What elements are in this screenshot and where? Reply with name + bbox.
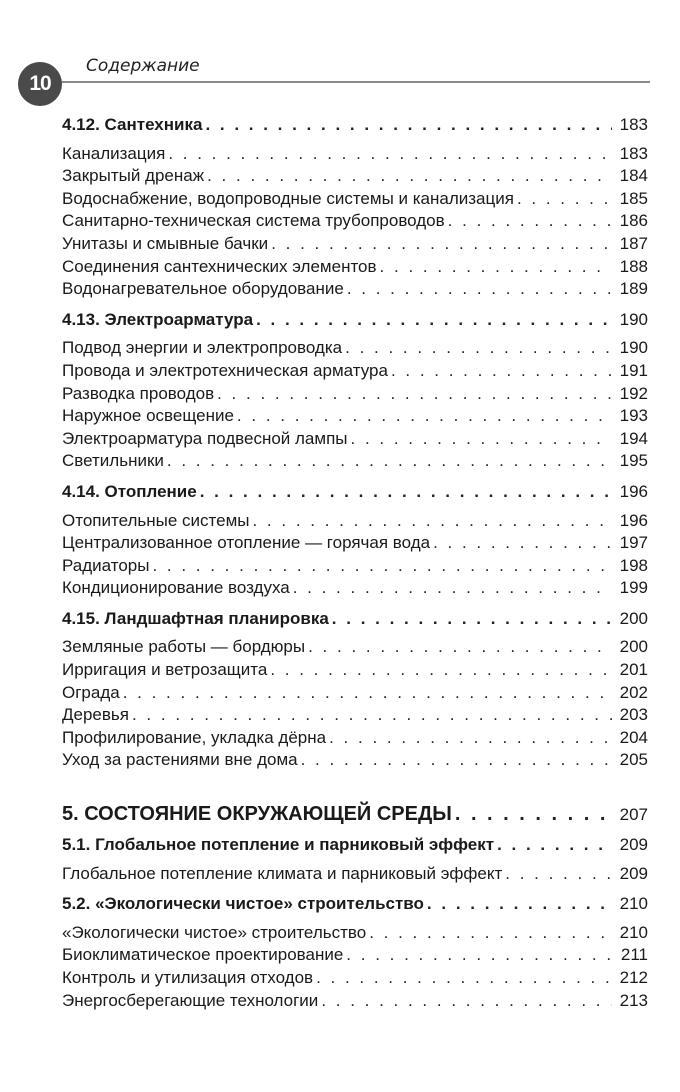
toc-page-number: 210	[619, 894, 648, 914]
header-rule	[62, 81, 650, 83]
dot-leader	[308, 637, 612, 657]
toc-item[interactable]	[62, 234, 648, 257]
dot-leader	[448, 211, 612, 231]
toc-item[interactable]	[62, 945, 648, 968]
dot-leader	[369, 923, 612, 943]
toc-item[interactable]	[62, 338, 648, 361]
dot-leader	[433, 533, 612, 553]
toc-chapter-title: 5. СОСТОЯНИЕ ОКРУЖАЮЩЕЙ СРЕДЫ	[62, 803, 452, 826]
dot-leader	[351, 429, 613, 449]
toc-group-4-15	[62, 609, 648, 773]
toc-section-title: 4.14. Отопление	[62, 481, 197, 501]
dot-leader	[252, 511, 612, 531]
toc-item[interactable]	[62, 429, 648, 452]
toc-page-number: 196	[619, 510, 648, 530]
toc-item-title: Уход за растениями вне дома	[62, 750, 298, 770]
toc-page-number: 212	[619, 968, 648, 987]
toc-section-title: 5.2. «Экологически чистое» строительство	[62, 894, 424, 914]
toc-page-number: 199	[619, 578, 648, 598]
toc-item-title: Закрытый дренаж	[62, 166, 205, 186]
toc-section-4-13[interactable]	[62, 310, 648, 333]
toc-item[interactable]	[62, 578, 648, 601]
toc-item[interactable]	[62, 189, 648, 212]
toc-chapter-5[interactable]	[62, 803, 648, 831]
toc-section-title: 4.15. Ландшафтная планировка	[62, 608, 329, 628]
toc-section-4-14[interactable]	[62, 482, 648, 505]
dot-leader	[329, 728, 612, 748]
toc-section-5-2[interactable]	[62, 894, 648, 917]
toc-item-title: Водонагревательное оборудование	[62, 279, 344, 299]
dot-leader	[346, 945, 612, 965]
toc-item-title: Энергосберегающие технологии	[62, 990, 319, 1010]
toc-section-4-15[interactable]	[62, 609, 648, 632]
toc-item-title: Радиаторы	[62, 555, 150, 575]
toc-group-5-1	[62, 835, 648, 886]
toc-page-number: 192	[619, 383, 648, 403]
toc-page-number: 203	[619, 705, 648, 725]
dot-leader	[217, 384, 612, 404]
dot-leader	[123, 683, 612, 703]
toc-section-title: 4.12. Сантехника	[62, 115, 203, 134]
toc-item-title: Разводка проводов	[62, 383, 215, 403]
toc-item-title: Глобальное потепление климата и парниковый эффект	[62, 863, 503, 883]
toc-item[interactable]	[62, 660, 648, 683]
toc-page-number: 191	[619, 360, 648, 380]
toc-page-number: 184	[619, 166, 648, 186]
table-of-contents	[62, 112, 648, 1021]
dot-leader	[332, 609, 612, 629]
toc-item[interactable]	[62, 923, 648, 946]
toc-item-title: «Экологически чистое» строительство	[62, 922, 367, 942]
dot-leader	[271, 234, 612, 254]
dot-leader	[200, 482, 612, 502]
toc-item[interactable]	[62, 750, 648, 773]
toc-item-title: Канализация	[62, 143, 166, 163]
dot-leader	[205, 115, 612, 135]
toc-page-number: 201	[619, 660, 648, 680]
toc-page-number: 194	[619, 428, 648, 448]
toc-page-number: 187	[619, 233, 648, 253]
dot-leader	[345, 338, 612, 358]
toc-item-title: Централизованное отопление — горячая вода	[62, 533, 431, 553]
toc-page-number: 190	[619, 309, 648, 329]
toc-page-number: 195	[619, 451, 648, 471]
toc-page-number: 209	[619, 835, 648, 855]
toc-page-number: 185	[619, 188, 648, 208]
dot-leader	[152, 556, 612, 576]
toc-item-title: Ограда	[62, 682, 120, 702]
toc-page-number: 202	[619, 682, 648, 702]
dot-leader	[517, 189, 612, 209]
dot-leader	[207, 166, 612, 186]
toc-page-number: 210	[619, 922, 648, 942]
toc-section-title: 5.1. Глобальное потепление и парниковый эффект	[62, 835, 495, 855]
page-number-badge: 10	[18, 62, 62, 106]
toc-page-number: 213	[619, 990, 648, 1010]
dot-leader	[321, 991, 612, 1011]
toc-item-title: Подвод энергии и электропроводка	[62, 338, 343, 358]
toc-item-title: Провода и электротехническая арматура	[62, 360, 388, 380]
dot-leader	[301, 750, 612, 770]
toc-item[interactable]	[62, 451, 648, 474]
toc-group-4-14	[62, 482, 648, 601]
toc-item[interactable]	[62, 384, 648, 407]
toc-page-number: 193	[619, 406, 648, 426]
toc-item-title: Ирригация и ветрозащита	[62, 660, 268, 680]
toc-item-title: Биоклиматическое проектирование	[62, 945, 344, 965]
toc-item-title: Соединения сантехнических элементов	[62, 256, 377, 276]
toc-group-4-12	[62, 115, 648, 302]
toc-item-title: Отопительные системы	[62, 510, 250, 530]
dot-leader	[256, 310, 612, 330]
toc-page-number: 204	[619, 727, 648, 747]
dot-leader	[391, 361, 612, 381]
toc-section-title: 4.13. Электроарматура	[62, 309, 254, 329]
dot-leader	[455, 803, 612, 826]
toc-page-number: 183	[619, 143, 648, 163]
toc-item[interactable]	[62, 279, 648, 302]
toc-item-title: Кондиционирование воздуха	[62, 578, 290, 598]
toc-item[interactable]	[62, 728, 648, 751]
running-title: Содержание	[86, 56, 200, 76]
dot-leader	[427, 894, 612, 914]
toc-item[interactable]	[62, 533, 648, 556]
toc-page-number: 200	[619, 608, 648, 628]
toc-item[interactable]	[62, 683, 648, 706]
toc-page-number: 198	[619, 555, 648, 575]
toc-page-number: 183	[619, 115, 648, 134]
toc-item[interactable]	[62, 705, 648, 728]
toc-page-number: 189	[619, 279, 648, 299]
dot-leader	[497, 835, 612, 855]
toc-page-number: 190	[619, 338, 648, 358]
toc-item[interactable]	[62, 166, 648, 189]
toc-group-5-2	[62, 894, 648, 1013]
toc-item[interactable]	[62, 556, 648, 579]
toc-item-title: Электроарматура подвесной лампы	[62, 428, 348, 448]
dot-leader	[237, 406, 612, 426]
toc-section-5-1[interactable]	[62, 835, 648, 858]
dot-leader	[167, 451, 612, 471]
toc-item[interactable]	[62, 211, 648, 234]
toc-item[interactable]	[62, 968, 648, 991]
page-header	[0, 0, 680, 110]
toc-item-title: Наружное освещение	[62, 406, 234, 426]
dot-leader	[505, 864, 612, 884]
toc-item-title: Контроль и утилизация отходов	[62, 968, 314, 987]
toc-page-number: 188	[619, 256, 648, 276]
toc-page-number: 186	[619, 211, 648, 231]
toc-item[interactable]	[62, 361, 648, 384]
toc-page-number: 209	[619, 863, 648, 883]
toc-item-title: Светильники	[62, 451, 164, 471]
toc-item-title: Водоснабжение, водопроводные системы и канализация	[62, 188, 514, 208]
dot-leader	[168, 144, 612, 164]
toc-page-number: 211	[620, 945, 648, 965]
toc-item[interactable]	[62, 511, 648, 534]
toc-item[interactable]	[62, 144, 648, 167]
toc-item-title: Деревья	[62, 705, 129, 725]
dot-leader	[132, 705, 612, 725]
toc-item-title: Земляные работы — бордюры	[62, 637, 306, 657]
dot-leader	[347, 279, 612, 299]
toc-item[interactable]	[62, 991, 648, 1014]
toc-item-title: Унитазы и смывные бачки	[62, 233, 269, 253]
toc-page-number: 197	[619, 533, 648, 553]
toc-page-number: 205	[619, 750, 648, 770]
dot-leader	[270, 660, 612, 680]
toc-page-number: 200	[619, 637, 648, 657]
dot-leader	[316, 968, 612, 988]
toc-group-4-13	[62, 310, 648, 474]
toc-item-title: Санитарно-техническая система трубопроводов	[62, 211, 445, 231]
toc-item[interactable]	[62, 406, 648, 429]
dot-leader	[293, 578, 612, 598]
toc-page-number: 207	[619, 805, 648, 825]
dot-leader	[380, 257, 612, 277]
toc-item[interactable]	[62, 864, 648, 887]
toc-item-title: Профилирование, укладка дёрна	[62, 727, 327, 747]
toc-page-number: 196	[619, 481, 648, 501]
toc-item[interactable]	[62, 637, 648, 660]
toc-section-4-12[interactable]	[62, 115, 648, 138]
toc-item[interactable]	[62, 257, 648, 280]
